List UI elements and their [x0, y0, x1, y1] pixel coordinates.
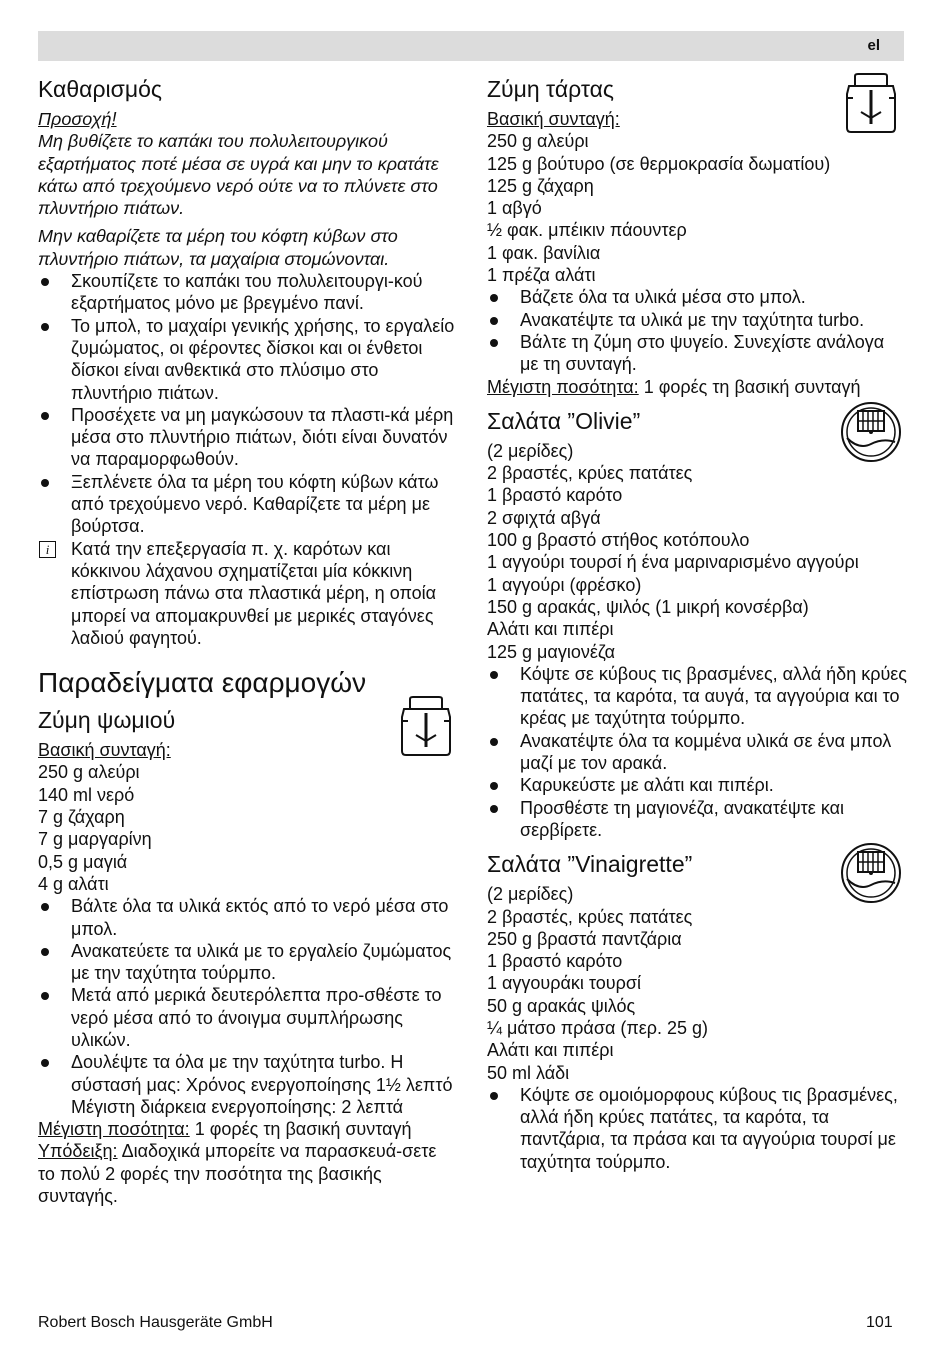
max-quantity-text: 1 φορές τη βασική συνταγή [638, 376, 861, 397]
max-quantity [38, 1118, 458, 1140]
tart-title: Ζύμη τάρτας [487, 76, 615, 102]
bread-steps [38, 895, 458, 1118]
ingredient: 250 g αλεύρι [38, 762, 140, 783]
examples-title: Παραδείγματα εφαρμογών [38, 667, 367, 699]
ingredient: 1 αγγούρι (φρέσκο) [487, 574, 642, 595]
max-quantity-label: Μέγιστη ποσότητα: [487, 376, 639, 397]
caution-label: Προσοχή! [38, 109, 117, 129]
list-item: Βάλτε όλα τα υλικά εκτός από το νερό μέσα στο μπολ. [38, 895, 458, 940]
ingredient: 0,5 g μαγιά [38, 851, 128, 872]
ingredient: 125 g βούτυρο (σε θερμοκρασία δωματίου) [487, 153, 831, 174]
warning-text-2: Μην καθαρίζετε τα μέρη του κόφτη κύβων στο πλυντήριο πιάτων, τα μαχαίρια στομώνονται. [38, 226, 398, 269]
vinaigrette-title: Σαλάτα ”Vinaigrette” [487, 851, 693, 878]
list-item: Το μπολ, το μαχαίρι γενικής χρήσης, το εργαλείο ζυμώματος, οι φέροντες δίσκοι και οι ένθετοι δίσκοι είναι ανθεκτικά στο πλύσιμο στο πλυντήριο πιάτων. [38, 315, 458, 404]
tip [38, 1140, 458, 1207]
basic-recipe-label: Βασική συνταγή: [38, 740, 171, 761]
ingredient: 7 g ζάχαρη [38, 807, 125, 828]
vinaigrette-steps [487, 1084, 907, 1173]
tip-text: Διαδοχικά μπορείτε να παρασκευά-σετε το πολύ 2 φορές την ποσότητα της βασικής συνταγής. [38, 1141, 437, 1207]
ingredient: 250 g βραστά παντζάρια [487, 928, 682, 949]
list-item: Κόψτε σε ομοιόμορφους κύβους τις βρασμένες, αλλά ήδη κρύες πατάτες, τα καρότα, τα παντζάρια, τα πράσα και τα αγγούρια τουρσί με ταχύτητα τούρμπο. [487, 1084, 907, 1173]
list-item: Δουλέψτε τα όλα με την ταχύτητα turbo. Η σύστασή μας: Χρόνος ενεργοποίησης 1½ λεπτό Μέγιστη διάρκεια ενεργοποίησης: 2 λεπτά [38, 1051, 458, 1118]
bread-title: Ζύμη ψωμιού [38, 707, 176, 734]
olivie-title: Σαλάτα ”Olivie” [487, 407, 641, 434]
ingredient: Αλάτι και πιπέρι [487, 1040, 614, 1061]
bowl-with-kneading-tool-icon [398, 695, 454, 757]
ingredient: Αλάτι και πιπέρι [487, 619, 614, 640]
ingredient: 1 φακ. βανίλια [487, 242, 601, 263]
max-quantity-label: Μέγιστη ποσότητα: [38, 1119, 190, 1140]
list-item: Βάζετε όλα τα υλικά μέσα στο μπολ. [487, 286, 907, 308]
ingredient: 1 αγγούρι τουρσί ή ένα μαριναρισμένο αγγούρι [487, 552, 859, 573]
tip-label: Υπόδειξη: [38, 1141, 118, 1162]
list-item: Καρυκεύστε με αλάτι και πιπέρι. [487, 774, 907, 796]
left-column [38, 74, 458, 1207]
right-column [487, 74, 907, 1173]
ingredient: 125 g ζάχαρη [487, 175, 594, 196]
bowl-with-kneading-tool-icon [843, 72, 899, 134]
olivie-section [487, 406, 907, 841]
bread-section [38, 705, 458, 1207]
ingredient: 4 g αλάτι [38, 873, 109, 894]
ingredient: 1 πρέζα αλάτι [487, 265, 596, 286]
info-icon: i [39, 541, 56, 558]
ingredient: (2 μερίδες) [487, 440, 574, 461]
info-text: Κατά την επεξεργασία π. χ. καρότων και κόκκινου λάχανου σχηματίζεται μία κόκκινη επίστρωση πάνω στα πλαστικά μέρη, η οποία μπορεί να απομακρυνθεί με μερικές σταγόνες λαδιού φαγητού. [71, 538, 437, 648]
list-item: Σκουπίζετε το καπάκι του πολυλειτουργι-κού εξαρτήματος μόνο με βρεγμένο πανί. [38, 270, 458, 315]
list-item: Προσθέστε τη μαγιονέζα, ανακατέψτε και σερβίρετε. [487, 797, 907, 842]
dicing-disc-icon [839, 841, 903, 905]
max-quantity [487, 376, 907, 398]
tart-section [487, 74, 907, 398]
list-item: Προσέχετε να μη μαγκώσουν τα πλαστι-κά μέρη μέσα στο πλυντήριο πιάτων, διότι είναι δυνατόν να παραμορφωθούν. [38, 404, 458, 471]
max-quantity-text: 1 φορές τη βασική συνταγή [189, 1119, 412, 1140]
ingredient: 1 βραστό καρότο [487, 485, 623, 506]
ingredient: 50 ml λάδι [487, 1062, 570, 1083]
cleaning-list [38, 270, 458, 538]
header-bar [38, 31, 904, 61]
ingredient: 150 g αρακάς, ψιλός (1 μικρή κονσέρβα) [487, 596, 809, 617]
vinaigrette-section [487, 849, 907, 1173]
ingredient: 125 g μαγιονέζα [487, 641, 615, 662]
basic-recipe-label: Βασική συνταγή: [487, 109, 620, 129]
ingredient: ½ φακ. μπέικιν πάουντερ [487, 220, 687, 241]
ingredient: 2 βραστές, κρύες πατάτες [487, 463, 693, 484]
footer-company: Robert Bosch Hausgeräte GmbH [38, 1314, 273, 1331]
list-item: Ξεπλένετε όλα τα μέρη του κόφτη κύβων κάτω από τρεχούμενο νερό. Καθαρίζετε τα μέρη με βούρτσα. [38, 471, 458, 538]
ingredient: 50 g αρακάς ψιλός [487, 995, 636, 1016]
list-item: Κόψτε σε κύβους τις βρασμένες, αλλά ήδη κρύες πατάτες, τα καρότα, τα αυγά, τα αγγούρια και το κρέας με ταχύτητα τούρμπο. [487, 663, 907, 730]
dicing-disc-icon [839, 400, 903, 464]
cleaning-title: Καθαρισμός [38, 76, 162, 102]
warning-text-1: Μη βυθίζετε το καπάκι του πολυλειτουργικού εξαρτήματος ποτέ μέσα σε υγρά και μην το κρατάτε κάτω από τρεχούμενο νερό ούτε να το πλύνετε στο πλυντήριο πιάτων. [38, 131, 439, 219]
olivie-steps [487, 663, 907, 841]
list-item: Ανακατέψτε τα υλικά με την ταχύτητα turbo. [487, 309, 907, 331]
ingredient: ¼ μάτσο πράσα (περ. 25 g) [487, 1017, 709, 1038]
ingredient: 1 βραστό καρότο [487, 951, 623, 972]
ingredient: (2 μερίδες) [487, 884, 574, 905]
language-code: el [867, 37, 880, 54]
ingredient: 2 βραστές, κρύες πατάτες [487, 906, 693, 927]
ingredient: 100 g βραστό στήθος κοτόπουλο [487, 530, 750, 551]
list-item: Ανακατέψτε όλα τα κομμένα υλικά σε ένα μπολ μαζί με τον αρακά. [487, 730, 907, 775]
ingredient: 250 g αλεύρι [487, 131, 589, 152]
ingredient: 1 αβγό [487, 198, 542, 219]
ingredient: 140 ml νερό [38, 784, 135, 805]
ingredient: 2 σφιχτά αβγά [487, 507, 601, 528]
info-note [38, 538, 458, 649]
ingredient: 1 αγγουράκι τουρσί [487, 973, 641, 994]
list-item: Μετά από μερικά δευτερόλεπτα προ-σθέστε το νερό μέσα από το άνοιγμα συμπλήρωσης υλικών. [38, 984, 458, 1051]
ingredient: 7 g μαργαρίνη [38, 829, 152, 850]
list-item: Ανακατεύετε τα υλικά με το εργαλείο ζυμώματος με την ταχύτητα τούρμπο. [38, 940, 458, 985]
page-number: 101 [866, 1314, 893, 1331]
list-item: Βάλτε τη ζύμη στο ψυγείο. Συνεχίστε ανάλογα με τη συνταγή. [487, 331, 907, 376]
tart-steps [487, 286, 907, 375]
